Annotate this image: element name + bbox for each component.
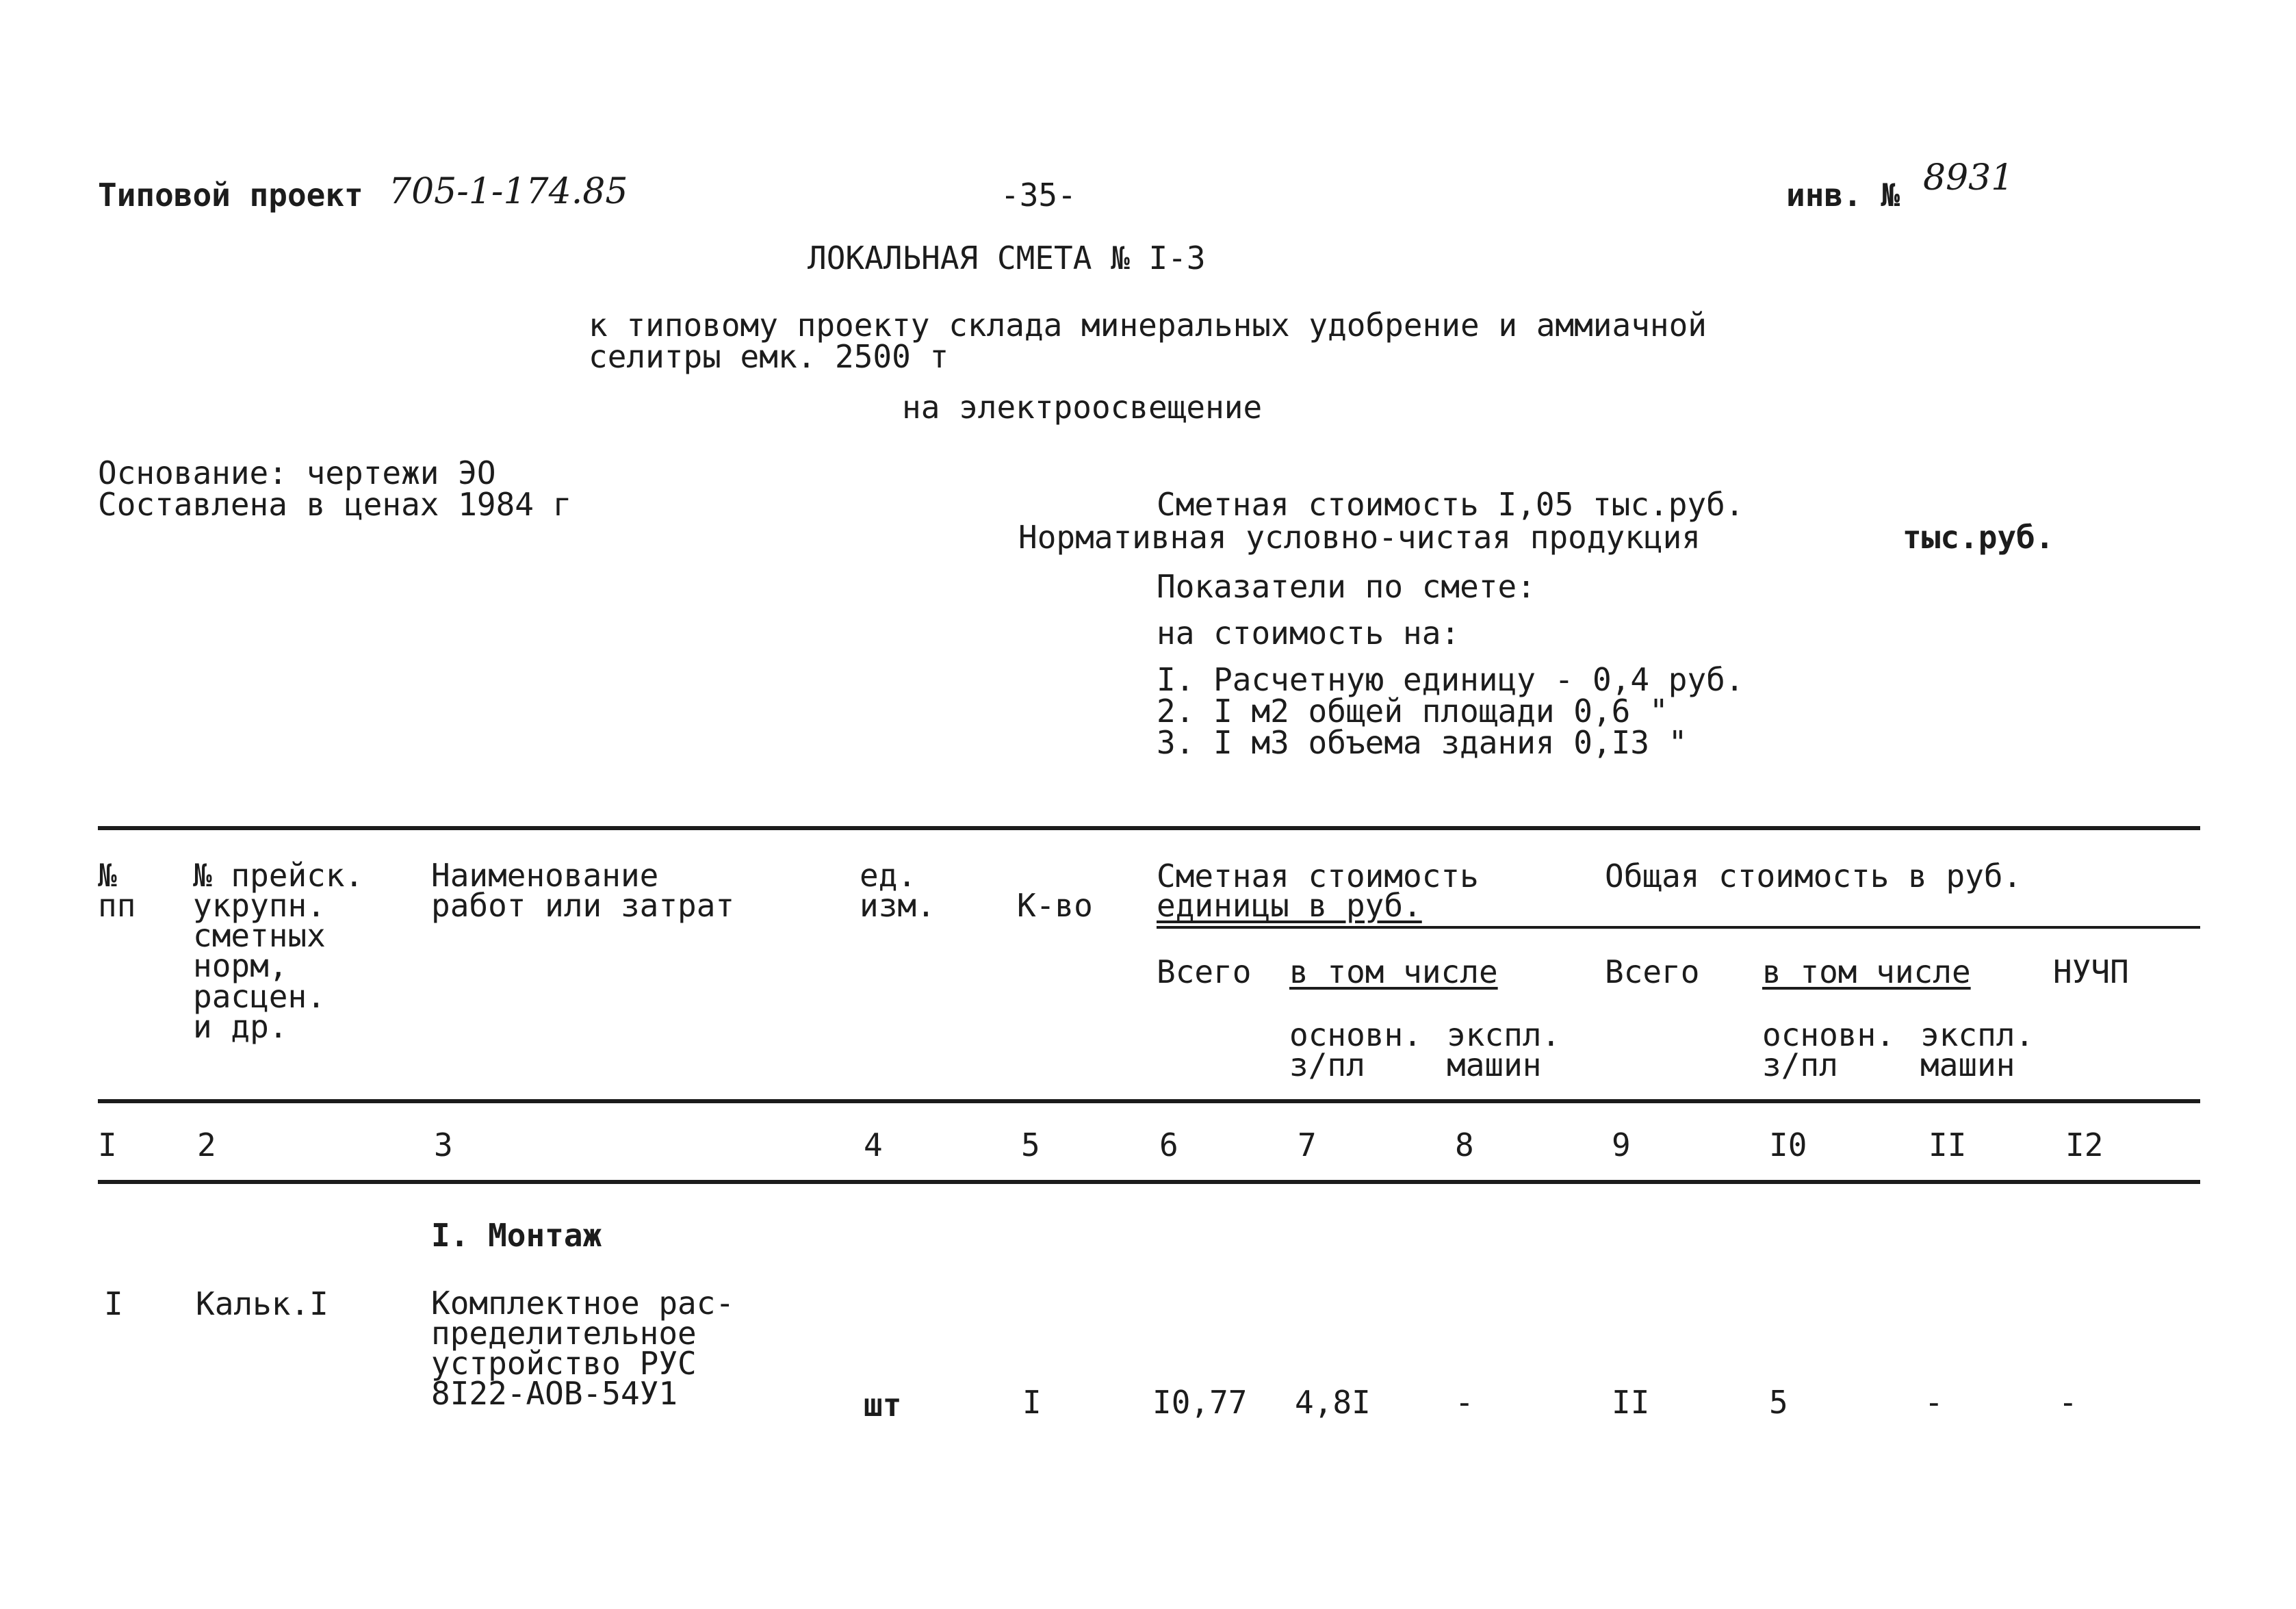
- column-number: I0: [1769, 1127, 1807, 1163]
- header-unit-machines: экспл. машин: [1447, 1016, 1561, 1084]
- column-number: II: [1929, 1127, 1967, 1163]
- column-number: 3: [434, 1127, 453, 1163]
- column-number: 7: [1298, 1127, 1317, 1163]
- header-unit-salary: основн. з/пл: [1289, 1016, 1422, 1084]
- row-nuchp: -: [2059, 1384, 2078, 1421]
- row-unit-salary: 4,8I: [1295, 1384, 1371, 1421]
- basis-prices: Составлена в ценах 1984 г: [98, 486, 572, 523]
- row-quantity: I: [1022, 1384, 1042, 1421]
- header-quantity: К-во: [1017, 887, 1093, 924]
- indicator-3: 3. I м3 объема здания 0,I3 ": [1157, 724, 1688, 761]
- estimate-cost: Сметная стоимость I,05 тыс.руб.: [1157, 486, 1744, 523]
- column-number: I: [98, 1127, 117, 1163]
- page-number: -35-: [1001, 177, 1076, 214]
- normative-unit: тыс.руб.: [1902, 519, 2054, 556]
- column-number: 9: [1612, 1127, 1631, 1163]
- section-title: I. Монтаж: [431, 1217, 602, 1254]
- column-number: 4: [864, 1127, 883, 1163]
- header-unit-cost: Сметная стоимость: [1157, 858, 1479, 894]
- column-numbers-rule: [98, 1180, 2200, 1184]
- header-unit-total: Всего: [1157, 953, 1252, 990]
- subtitle-line-2: селитры емк. 2500 т: [589, 338, 949, 375]
- header-inner-rule: [1157, 926, 2200, 929]
- row-total-machines: -: [1924, 1384, 1944, 1421]
- header-unit-including: в том числе: [1289, 953, 1498, 990]
- header-total-salary: основн. з/пл: [1762, 1016, 1895, 1084]
- row-total: II: [1612, 1384, 1650, 1421]
- header-total-cost: Общая стоимость в руб.: [1605, 858, 2022, 894]
- column-number: 6: [1159, 1127, 1178, 1163]
- header-nuchp: НУЧП: [2053, 953, 2129, 990]
- header-work-name: Наименование работ или затрат: [431, 857, 735, 925]
- row-work-name: Комплектное рас- пределительное устройство РУС 8I22-АОВ-54У1: [431, 1285, 735, 1413]
- project-number: 705-1-174.85: [389, 171, 628, 212]
- document-title: ЛОКАЛЬНАЯ СМЕТА № I-3: [808, 240, 1206, 276]
- header-total: Всего: [1605, 953, 1700, 990]
- normative-product: Нормативная условно-чистая продукция: [1018, 519, 1701, 556]
- column-number: 5: [1021, 1127, 1040, 1163]
- table-top-rule: [98, 826, 2200, 830]
- row-reference: Кальк.I: [196, 1285, 328, 1322]
- subtitle-line-1: к типовому проекту склада минеральных удобрение и аммиачной: [589, 307, 1707, 344]
- basis-drawings: Основание: чертежи ЭО: [98, 454, 496, 491]
- row-unit-total: I0,77: [1152, 1384, 1248, 1421]
- header-unit: ед. изм.: [860, 857, 936, 925]
- row-total-salary: 5: [1769, 1384, 1788, 1421]
- column-number: 2: [197, 1127, 216, 1163]
- header-total-machines: экспл. машин: [1920, 1016, 2035, 1084]
- header-price-reference: № прейск. укрупн. сметных норм, расцен. и др.: [193, 857, 364, 1045]
- row-number: I: [104, 1285, 123, 1322]
- header-bottom-rule: [98, 1099, 2200, 1103]
- inventory-number: 8931: [1923, 157, 2014, 198]
- column-number: I2: [2065, 1127, 2104, 1163]
- project-label: Типовой проект: [98, 177, 363, 214]
- inventory-label: инв. №: [1786, 177, 1900, 214]
- row-unit: шт: [864, 1387, 902, 1424]
- indicators-title: Показатели по смете:: [1157, 568, 1536, 605]
- header-total-including: в том числе: [1762, 953, 1971, 990]
- estimate-subject: на электроосвещение: [902, 389, 1263, 426]
- header-row-number: № пп: [98, 857, 136, 925]
- indicator-2: 2. I м2 общей площади 0,6 ": [1157, 693, 1668, 730]
- row-unit-machines: -: [1455, 1384, 1474, 1421]
- cost-on: на стоимость на:: [1157, 615, 1460, 652]
- column-number: 8: [1455, 1127, 1474, 1163]
- header-unit-cost-sub: единицы в руб.: [1157, 887, 1422, 924]
- indicator-1: I. Расчетную единицу - 0,4 руб.: [1157, 661, 1744, 698]
